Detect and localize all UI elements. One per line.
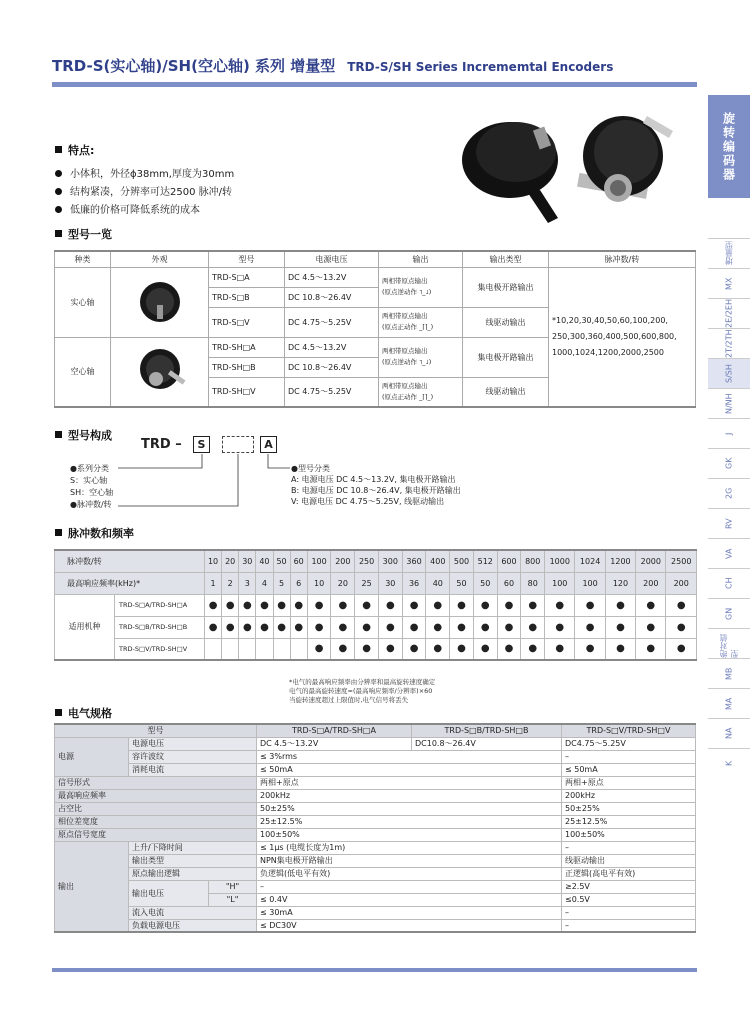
freq-value: 200 [636, 572, 666, 594]
compat-dot: ● [497, 616, 521, 638]
frequency-note: *电气的最高响应频率由分辨率和最高旋转速度确定 [289, 678, 436, 686]
compat-dot: ● [473, 616, 497, 638]
compat-dot: ● [426, 594, 450, 616]
spec-value: – [562, 841, 696, 854]
compat-dot: ● [545, 638, 575, 660]
compat-dot: ● [636, 594, 666, 616]
sidebar-tab[interactable]: N/NH [708, 388, 750, 418]
freq-value: 10 [307, 572, 331, 594]
sidebar-tab[interactable]: RV [708, 508, 750, 538]
pulse-value: 60 [290, 550, 307, 572]
spec-label: 消耗电流 [129, 763, 257, 776]
spec-header: TRD-S□V/TRD-SH□V [562, 724, 696, 737]
pulse-value: 400 [426, 550, 450, 572]
voltage-cell: DC 4.5～13.2V [285, 267, 379, 287]
feature-item: 低廉的价格可降低系统的成本 [55, 201, 200, 216]
sidebar-tab[interactable]: 2T/2TH [708, 328, 750, 358]
series-box: S [193, 436, 210, 453]
compat-dot: ● [450, 594, 474, 616]
features-heading: 特点: [55, 142, 94, 158]
voltage-cell: DC 10.8～26.4V [285, 287, 379, 307]
spec-value: – [562, 919, 696, 932]
freq-value: 5 [273, 572, 290, 594]
compat-dot [205, 638, 222, 660]
freq-value: 2 [222, 572, 239, 594]
compat-dot: ● [521, 638, 545, 660]
compat-dot: ● [290, 594, 307, 616]
pulses-cell: *10,20,30,40,50,60,100,200, 250,300,360,400,500,600,800, 1000,1024,1200,2000,2500 [549, 267, 696, 407]
sidebar-tab[interactable]: K [708, 748, 750, 778]
pulse-value: 512 [473, 550, 497, 572]
compat-dot [256, 638, 273, 660]
composition-prefix: TRD – [141, 437, 182, 452]
spec-value: 负逻辑(低电平有效) [257, 867, 562, 880]
freq-value: 4 [256, 572, 273, 594]
sidebar-tab[interactable]: S/SH [708, 358, 750, 388]
compat-dot: ● [497, 638, 521, 660]
output-type-cell: 线驱动输出 [463, 377, 549, 407]
compat-dot: ● [575, 638, 605, 660]
spec-value: ≤ 30mA [257, 906, 562, 919]
compat-dot: ● [473, 594, 497, 616]
voltage-cell: DC 4.5～13.2V [285, 337, 379, 357]
col-output-type: 输出类型 [463, 251, 549, 267]
sidebar-tab[interactable]: MB [708, 658, 750, 688]
spec-level: "H" [209, 880, 257, 893]
spec-label: 输出类型 [129, 854, 257, 867]
compat-dot: ● [402, 616, 426, 638]
compat-dot: ● [331, 594, 355, 616]
apply-model: TRD-S□A/TRD-SH□A [115, 594, 205, 616]
sidebar-tab[interactable]: 2G [708, 478, 750, 508]
pulse-value: 40 [256, 550, 273, 572]
freq-value: 36 [402, 572, 426, 594]
spec-label: 流入电流 [129, 906, 257, 919]
freq-value: 50 [473, 572, 497, 594]
frequency-heading: 脉冲数和频率 [55, 525, 134, 541]
col-voltage: 电源电压 [285, 251, 379, 267]
col-model: 型号 [209, 251, 285, 267]
spec-value: ≤ 3%rms [257, 750, 562, 763]
compat-dot: ● [450, 638, 474, 660]
pulse-row-label: 脉冲数/转 [55, 550, 205, 572]
sidebar-tab[interactable]: GN [708, 598, 750, 628]
spec-label: 相位差宽度 [55, 815, 257, 828]
footer-line [52, 968, 697, 972]
model-cell: TRD-S□V [209, 307, 285, 337]
sidebar-tab[interactable]: CH [708, 568, 750, 598]
compat-dot: ● [331, 616, 355, 638]
output-type-cell: 集电极开路输出 [463, 267, 549, 307]
output-type-cell: 线驱动输出 [463, 307, 549, 337]
spec-label: 负载电源电压 [129, 919, 257, 932]
col-output: 输出 [379, 251, 463, 267]
compat-dot: ● [636, 616, 666, 638]
spec-label: 容许波纹 [129, 750, 257, 763]
spec-label: 信号形式 [55, 776, 257, 789]
freq-value: 25 [355, 572, 379, 594]
feature-item: 结构紧凑，分辨率可达2500 脉冲/转 [55, 183, 232, 198]
compat-dot: ● [605, 616, 635, 638]
compat-dot: ● [521, 616, 545, 638]
sidebar-tab[interactable]: 绝对值型 [708, 628, 750, 658]
col-pulses: 脉冲数/转 [549, 251, 696, 267]
pulse-value: 50 [273, 550, 290, 572]
spec-value: NPN集电极开路输出 [257, 854, 562, 867]
compat-dot: ● [331, 638, 355, 660]
freq-value: 1 [205, 572, 222, 594]
spec-value: – [257, 880, 562, 893]
pulse-value: 30 [239, 550, 256, 572]
pulse-value: 100 [307, 550, 331, 572]
pulse-value: 1200 [605, 550, 635, 572]
compat-dot: ● [355, 638, 379, 660]
spec-header: 型号 [55, 724, 257, 737]
kind-solid: 实心轴 [55, 267, 111, 337]
col-kind: 种类 [55, 251, 111, 267]
compat-dot: ● [521, 594, 545, 616]
spec-value: ≤ 50mA [257, 763, 562, 776]
compat-dot: ● [239, 594, 256, 616]
model-cell: TRD-SH□A [209, 337, 285, 357]
compat-dot: ● [636, 638, 666, 660]
spec-header: TRD-S□A/TRD-SH□A [257, 724, 412, 737]
col-appearance: 外观 [111, 251, 209, 267]
compat-dot: ● [378, 638, 402, 660]
spec-value: 50±25% [562, 802, 696, 815]
kind-hollow: 空心轴 [55, 337, 111, 407]
models-heading: 型号一览 [55, 226, 112, 242]
spec-value: 50±25% [257, 802, 562, 815]
composition-left-notes: ●系列分类 S：实心轴 SH：空心轴 ●脉冲数/转 [70, 464, 114, 509]
freq-value: 100 [575, 572, 605, 594]
sidebar-tab[interactable]: 2E/2EH [708, 298, 750, 328]
spec-value: DC4.75～5.25V [562, 737, 696, 750]
title-cn: TRD-S(实心轴)/SH(空心轴) 系列 增量型 [52, 57, 336, 75]
spec-level: "L" [209, 893, 257, 906]
compat-dot: ● [545, 616, 575, 638]
model-cell: TRD-SH□B [209, 357, 285, 377]
compat-dot: ● [290, 616, 307, 638]
output-type-cell: 集电极开路输出 [463, 337, 549, 377]
compat-dot: ● [307, 594, 331, 616]
pulse-value: 10 [205, 550, 222, 572]
pulse-value: 20 [222, 550, 239, 572]
freq-value: 50 [450, 572, 474, 594]
compat-dot [222, 638, 239, 660]
compat-dot: ● [402, 594, 426, 616]
freq-row-label: 最高响应频率(kHz)* [55, 572, 205, 594]
compat-dot: ● [666, 616, 697, 638]
compat-dot: ● [402, 638, 426, 660]
spec-value: – [562, 750, 696, 763]
spec-value: ≤ DC30V [257, 919, 562, 932]
pulse-value: 200 [331, 550, 355, 572]
spec-value: 100±50% [257, 828, 562, 841]
freq-value: 6 [290, 572, 307, 594]
spec-value: DC10.8～26.4V [412, 737, 562, 750]
spec-value: 正逻辑(高电平有效) [562, 867, 696, 880]
compat-dot: ● [605, 638, 635, 660]
spec-value: 200kHz [257, 789, 562, 802]
sidebar-tab[interactable]: NA [708, 718, 750, 748]
composition-heading: 型号构成 [55, 427, 112, 443]
freq-value: 20 [331, 572, 355, 594]
spec-group: 输出 [55, 841, 129, 932]
apply-model: TRD-S□B/TRD-SH□B [115, 616, 205, 638]
compat-dot: ● [239, 616, 256, 638]
feature-item: 小体积，外径ϕ38mm,厚度为30mm [55, 165, 234, 180]
freq-value: 100 [545, 572, 575, 594]
electrical-spec-table [54, 723, 696, 933]
freq-value: 200 [666, 572, 697, 594]
freq-value: 80 [521, 572, 545, 594]
pulse-value: 500 [450, 550, 474, 572]
compat-dot: ● [222, 594, 239, 616]
compat-dot: ● [256, 594, 273, 616]
compat-dot: ● [378, 594, 402, 616]
sidebar-tab[interactable]: MA [708, 688, 750, 718]
type-box: A [260, 436, 277, 453]
output-cell: 两相带原点输出 (原点正动作 _⌈⌉_) [379, 307, 463, 337]
freq-value: 3 [239, 572, 256, 594]
pulse-value: 1024 [575, 550, 605, 572]
compat-dot: ● [497, 594, 521, 616]
spec-label: 上升/下降时间 [129, 841, 257, 854]
spec-label: 输出电压 [129, 880, 209, 906]
compat-dot: ● [378, 616, 402, 638]
spec-value: DC 4.5～13.2V [257, 737, 412, 750]
compat-dot: ● [307, 616, 331, 638]
spec-value: 25±12.5% [562, 815, 696, 828]
freq-value: 120 [605, 572, 635, 594]
spec-value: 线驱动输出 [562, 854, 696, 867]
voltage-cell: DC 10.8～26.4V [285, 357, 379, 377]
compat-dot: ● [575, 616, 605, 638]
sidebar-tab[interactable]: J [708, 418, 750, 448]
compat-dot: ● [256, 616, 273, 638]
spec-value: ≤ 1μs (电缆长度为1m) [257, 841, 562, 854]
sidebar-tab[interactable]: VA [708, 538, 750, 568]
freq-value: 40 [426, 572, 450, 594]
freq-value: 30 [378, 572, 402, 594]
sidebar-tab[interactable]: 增量型 [708, 238, 750, 268]
spec-value: ≤ 50mA [562, 763, 696, 776]
compat-dot: ● [450, 616, 474, 638]
spec-value: 两相+原点 [562, 776, 696, 789]
spec-value: ≤ 0.4V [257, 893, 562, 906]
pulse-value: 360 [402, 550, 426, 572]
spec-value: 100±50% [562, 828, 696, 841]
sidebar-tab[interactable]: MX [708, 268, 750, 298]
apply-model: TRD-S□V/TRD-SH□V [115, 638, 205, 660]
pulse-value: 2000 [636, 550, 666, 572]
spec-value: 200kHz [562, 789, 696, 802]
compat-dot: ● [307, 638, 331, 660]
compat-dot: ● [545, 594, 575, 616]
composition-right-notes: ●型号分类 A: 电源电压 DC 4.5～13.2V, 集电极开路输出 B: 电源电压 DC 10.8～26.4V, 集电极开路输出 V: 电源电压 DC 4.75～5.25V, 线驱动输出 [291, 464, 461, 506]
model-cell: TRD-S□A [209, 267, 285, 287]
frequency-table [54, 549, 697, 661]
freq-value: 60 [497, 572, 521, 594]
compat-dot [239, 638, 256, 660]
output-cell: 两相带原点输出 (原点逆动作 ˥_˩) [379, 337, 463, 377]
spec-header: TRD-S□B/TRD-SH□B [412, 724, 562, 737]
electrical-heading: 电气规格 [55, 705, 112, 721]
title-en: TRD-S/SH Series Incrememtal Encoders [347, 60, 614, 74]
compat-dot: ● [273, 616, 290, 638]
output-cell: 两相带原点输出 (原点逆动作 ˥_˩) [379, 267, 463, 307]
spec-label: 电源电压 [129, 737, 257, 750]
output-cell: 两相带原点输出 (原点正动作 _⌈⌉_) [379, 377, 463, 407]
compat-dot: ● [666, 638, 697, 660]
model-cell: TRD-SH□V [209, 377, 285, 407]
sidebar-main-label: 旋转编码器 [708, 95, 750, 198]
pulse-value: 250 [355, 550, 379, 572]
compat-dot: ● [426, 638, 450, 660]
compat-dot: ● [426, 616, 450, 638]
spec-value: ≥2.5V [562, 880, 696, 893]
pulse-value: 300 [378, 550, 402, 572]
spec-value: ≤0.5V [562, 893, 696, 906]
frequency-note: 电气的最高旋转速度=(最高响应频率/分辨率)×60 [289, 687, 433, 695]
frequency-note: 当旋转速度超过上限值时,电气信号将丢失 [289, 696, 409, 704]
compat-dot: ● [205, 594, 222, 616]
compat-dot: ● [473, 638, 497, 660]
compat-dot: ● [205, 616, 222, 638]
compat-dot: ● [355, 616, 379, 638]
spec-label: 原点信号宽度 [55, 828, 257, 841]
spec-label: 占空比 [55, 802, 257, 815]
pulse-value: 600 [497, 550, 521, 572]
spec-label: 最高响应频率 [55, 789, 257, 802]
compat-dot: ● [355, 594, 379, 616]
compat-dot [290, 638, 307, 660]
spec-value: 两相+原点 [257, 776, 562, 789]
spec-value: – [562, 906, 696, 919]
apply-label: 适用机种 [55, 594, 115, 660]
compat-dot [273, 638, 290, 660]
spec-value: 25±12.5% [257, 815, 562, 828]
compat-dot: ● [273, 594, 290, 616]
compat-dot: ● [666, 594, 697, 616]
compat-dot: ● [605, 594, 635, 616]
compat-dot: ● [222, 616, 239, 638]
pulse-value: 2500 [666, 550, 697, 572]
compat-dot: ● [575, 594, 605, 616]
spec-label: 原点输出逻辑 [129, 867, 257, 880]
spec-group: 电源 [55, 737, 129, 776]
pulse-value: 800 [521, 550, 545, 572]
pulse-value: 1000 [545, 550, 575, 572]
model-cell: TRD-S□B [209, 287, 285, 307]
voltage-cell: DC 4.75～5.25V [285, 307, 379, 337]
voltage-cell: DC 4.75～5.25V [285, 377, 379, 407]
sidebar-tab[interactable]: GK [708, 448, 750, 478]
